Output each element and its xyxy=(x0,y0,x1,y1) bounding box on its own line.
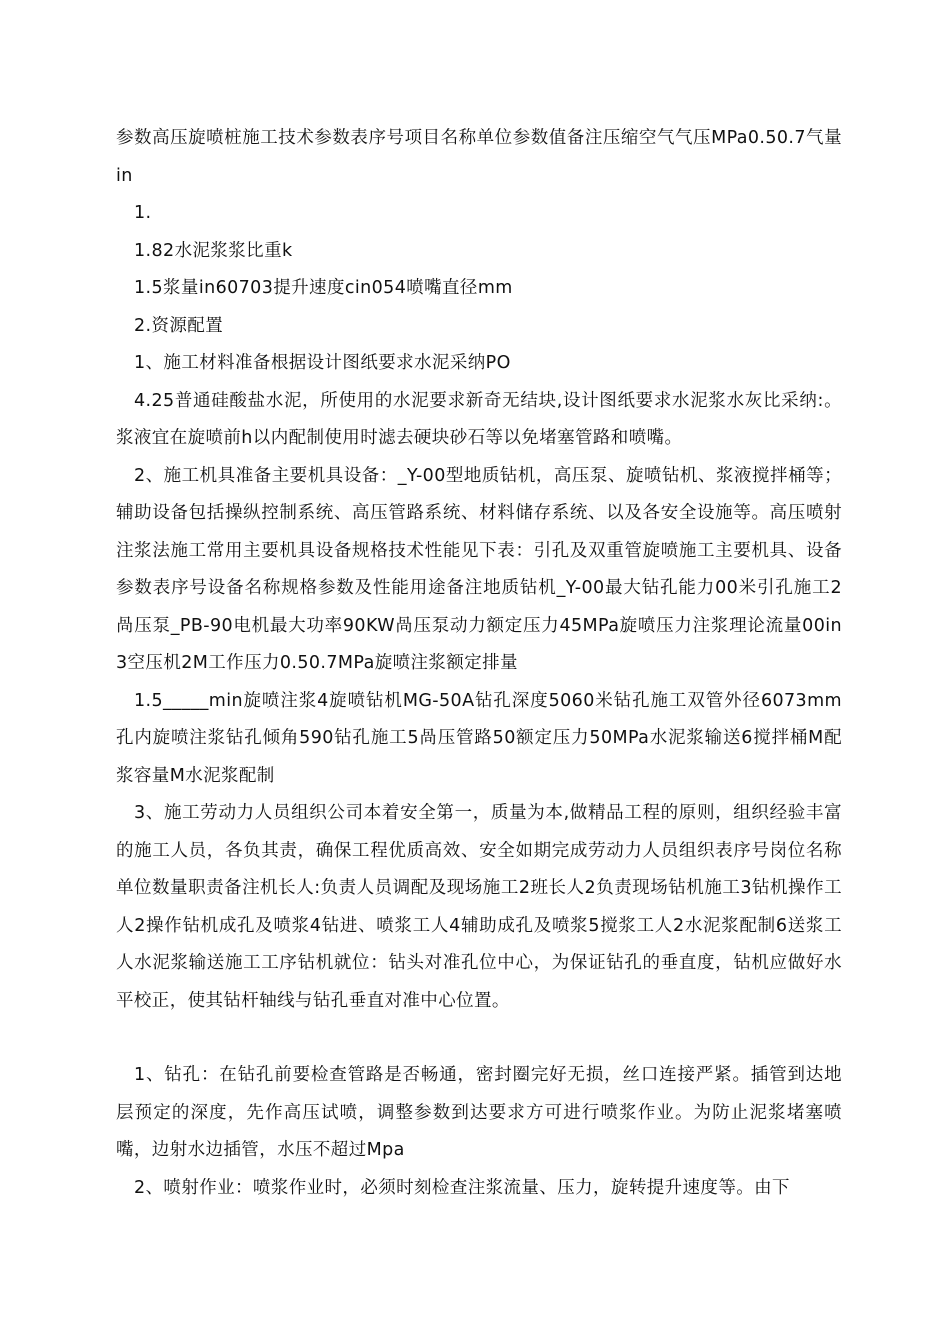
paragraph-3: 1.82水泥浆浆比重k xyxy=(134,240,293,261)
paragraph-drilling: 1、钻孔：在钻孔前要检查管路是否畅通，密封圈完好无损，丝口连接严紧。插管到达地层预定的深度，先作高压试喷，调整参数到达要求方可进行喷浆作业。为防止泥浆堵塞喷嘴，边射水边插管，水压不超过Mpa xyxy=(116,1065,842,1160)
paragraph-cement: 4.25普通硅酸盐水泥，所使用的水泥要求新奇无结块,设计图纸要求水泥浆水灰比采纳:。浆液宜在旋喷前h以内配制使用时滤去硬块砂石等以免堵塞管路和喷嘴。 xyxy=(116,390,842,448)
section-heading-resources: 2.资源配置 xyxy=(134,315,224,336)
paragraph-2: 1. xyxy=(134,203,152,223)
paragraph-4: 1.5浆量in60703提升速度cin054喷嘴直径mm xyxy=(134,278,513,298)
document-body xyxy=(116,120,842,1207)
paragraph-machinery: 2、施工机具准备主要机具设备：_Y-00型地质钻机，高压泵、旋喷钻机、浆液搅拌桶等；辅助设备包括操纵控制系统、高压管路系统、材料储存系统、以及各安全设施等。高压喷射注浆法施工常用主要机具设备规格技术性能见下表：引孔及双重管旋喷施工主要机具、设备参数表序号设备名称规格参数及性能用途备注地质钻机_Y-00最大钻孔能力00米引孔施工2咼压泵_PB-90电机最大功率90KW咼压泵动力额定压力45MPa旋喷压力注浆理论流量00in3空压机2M工作压力0.50.7MPa旋喷注浆额定排量 xyxy=(116,465,842,673)
paragraph-materials: 1、施工材料准备根据设计图纸要求水泥采纳PO xyxy=(134,353,511,373)
paragraph-labor: 3、施工劳动力人员组织公司本着安全第一，质量为本,做精品工程的原则，组织经验丰富的施工人员，各负其责，确保工程优质高效、安全如期完成劳动力人员组织表序号岗位名称单位数量职责备注机长人:负责人员调配及现场施工2班长人2负责现场钻机施工3钻机操作工人2操作钻机成孔及喷浆4钻进、喷浆工人4辅助成孔及喷浆5搅浆工人2水泥浆配制6送浆工人水泥浆输送施工工序钻机就位：钻头对准孔位中心，为保证钻孔的垂直度，钻机应做好水平校正，使其钻杆轴线与钻孔垂直对准中心位置。 xyxy=(116,803,842,1011)
paragraph-1: 参数高压旋喷桩施工技术参数表序号项目名称单位参数值备注压缩空气气压MPa0.50.7气量in xyxy=(116,128,842,186)
paragraph-spraying: 2、喷射作业：喷浆作业时，必须时刻检查注浆流量、压力，旋转提升速度等。由下 xyxy=(134,1177,790,1198)
paragraph-gap xyxy=(116,1020,842,1057)
paragraph-machinery-cont: 1.5_____min旋喷注浆4旋喷钻机MG-50A钻孔深度5060米钻孔施工双管外径6073mm孔内旋喷注浆钻孔倾角590钻孔施工5咼压管路50额定压力50MPa水泥浆输送6搅拌桶M配浆容量M水泥浆配制 xyxy=(116,690,842,786)
